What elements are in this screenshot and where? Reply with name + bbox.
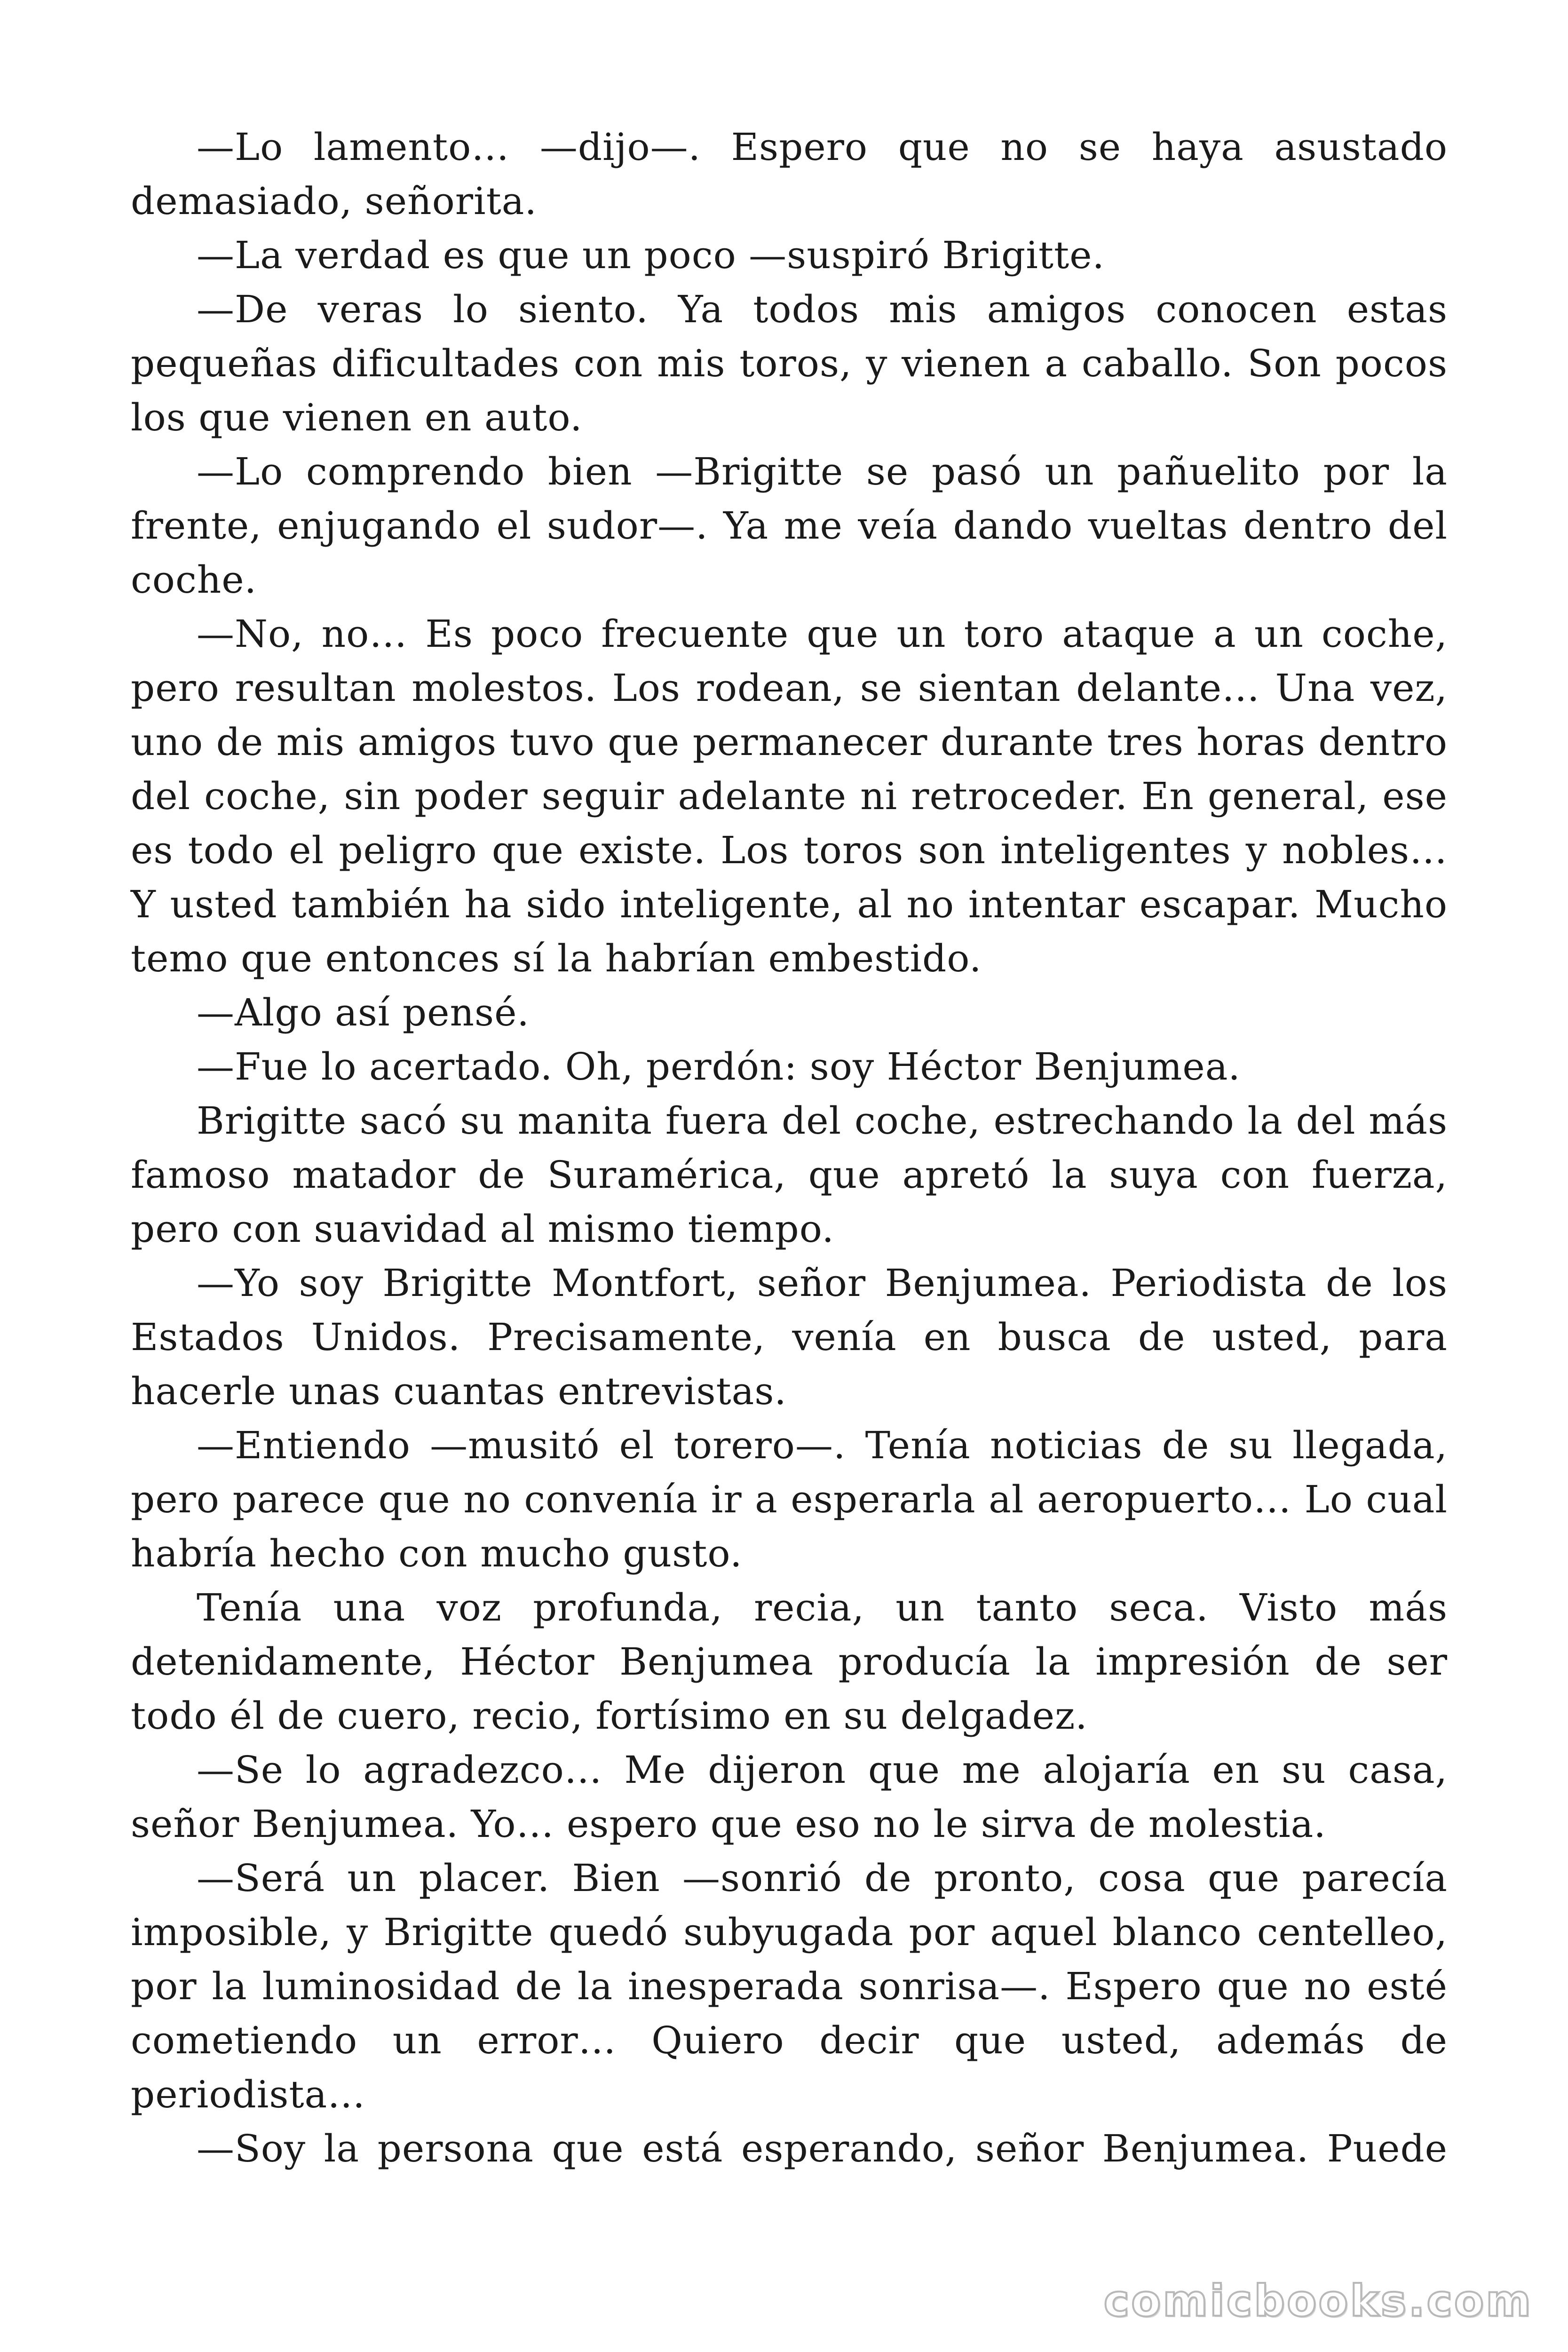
- paragraph-1: —Lo lamento… —dijo—. Espero que no se haya asustado demasiado, señorita.: [131, 125, 1448, 223]
- watermark: comicbooks.com: [1103, 2276, 1533, 2326]
- paragraph-7: —Fue lo acertado. Oh, perdón: soy Héctor Benjumea.: [197, 1045, 1241, 1089]
- paragraph-9: —Yo soy Brigitte Montfort, señor Benjumea. Periodista de los Estados Unidos. Precisamente, venía en busca de usted, para hacerle unas cuantas entrevistas.: [131, 1261, 1448, 1413]
- paragraph-5: —No, no… Es poco frecuente que un toro ataque a un coche, pero resultan molestos. Los rodean, se sientan delante… Una vez, uno de mis amigos tuvo que permanecer durante tres horas dentro del coche, sin poder seguir adelante ni retroceder. En general, ese es todo el peligro que existe. Los toros son inteligentes y nobles… Y usted también ha sido inteligente, al no intentar escapar. Mucho temo que entonces sí la habrían embestido.: [131, 612, 1448, 980]
- paragraph-12: —Se lo agradezco… Me dijeron que me alojaría en su casa, señor Benjumea. Yo… espero que eso no le sirva de molestia.: [131, 1748, 1448, 1846]
- paragraph-11: Tenía una voz profunda, recia, un tanto seca. Visto más detenidamente, Héctor Benjumea producía la impresión de ser todo él de cuero, recio, fortísimo en su delgadez.: [131, 1586, 1448, 1738]
- paragraph-3: —De veras lo siento. Ya todos mis amigos conocen estas pequeñas dificultades con mis toros, y vienen a caballo. Son pocos los que vienen en auto.: [131, 287, 1448, 439]
- paragraph-8: Brigitte sacó su manita fuera del coche, estrechando la del más famoso matador de Suramérica, que apretó la suya con fuerza, pero con suavidad al mismo tiempo.: [131, 1099, 1448, 1251]
- paragraph-14: —Soy la persona que está esperando, señor Benjumea. Puede: [197, 2127, 1448, 2170]
- paragraph-6: —Algo así pensé.: [197, 991, 530, 1034]
- paragraph-13: —Será un placer. Bien —sonrió de pronto, cosa que parecía imposible, y Brigitte quedó subyugada por aquel blanco centelleo, por la luminosidad de la inesperada sonrisa—. Espero que no esté cometiendo un error… Quiero decir que usted, además de periodista…: [131, 1856, 1448, 2116]
- paragraph-10: —Entiendo —musitó el torero—. Tenía noticias de su llegada, pero parece que no convenía ir a esperarla al aeropuerto… Lo cual habría hecho con mucho gusto.: [131, 1423, 1448, 1575]
- paragraph-2: —La verdad es que un poco —suspiró Brigitte.: [197, 233, 1105, 277]
- page-text: [131, 120, 1448, 2176]
- paragraph-4: —Lo comprendo bien —Brigitte se pasó un pañuelito por la frente, enjugando el sudor—. Ya me veía dando vueltas dentro del coche.: [131, 450, 1448, 602]
